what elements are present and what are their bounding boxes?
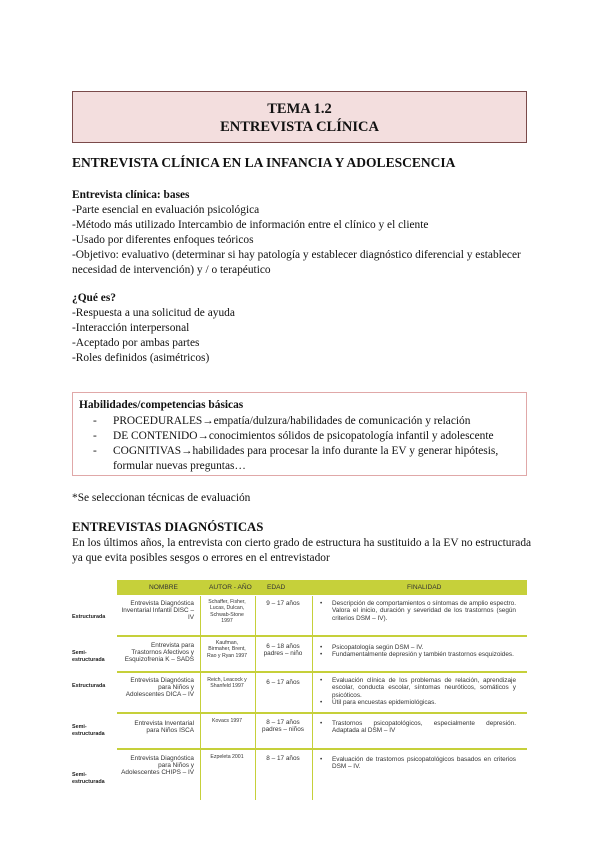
table-row xyxy=(72,750,527,800)
topic-name: ENTREVISTA CLÍNICA xyxy=(220,119,379,135)
row-goal xyxy=(320,600,516,622)
goal-bullet: • Fundamentalmente depresión y también trastornos esquizoides. xyxy=(320,651,516,658)
que-es-item: -Roles definidos (asimétricos) xyxy=(72,352,210,364)
table-row xyxy=(72,637,527,673)
column-divider xyxy=(200,637,201,673)
main-heading: ENTREVISTA CLÍNICA EN LA INFANCIA Y ADOLESCENCIA xyxy=(72,155,456,170)
que-es-item: -Interacción interpersonal xyxy=(72,322,190,334)
row-age: 8 – 17 años padres – niños xyxy=(262,719,304,733)
goal-bullet: • Evaluación de trastornos psicopatológicos basados en criterios DSM – IV. xyxy=(320,756,516,771)
column-divider xyxy=(312,673,313,714)
que-es-item: -Respuesta a una solicitud de ayuda xyxy=(72,307,235,319)
table-row xyxy=(72,596,527,637)
row-goal xyxy=(320,677,516,706)
skills-item xyxy=(79,444,518,474)
dash-marker: - xyxy=(93,415,97,427)
bases-item: -Objetivo: evaluativo (determinar si hay patología y establecer diagnóstico diferencial y establecer necesidad de intervención) y / o terapéutico xyxy=(72,249,521,276)
row-age: 8 – 17 años xyxy=(266,755,300,762)
table-header xyxy=(117,580,527,595)
row-name: Entrevista Inventarial para Niños ISCA xyxy=(134,720,194,735)
table-row xyxy=(72,714,527,750)
row-author: Schaffer, Fisher, Lucas, Dulcan, Schwab-Stone 1997 xyxy=(208,599,246,625)
skills-item-text: COGNITIVAS→habilidades para procesar la info durante la EV y generar hipótesis, formular nuevas preguntas… xyxy=(113,445,499,472)
row-type: Semi-estructurada xyxy=(72,724,105,737)
que-es-section xyxy=(72,291,532,366)
row-type: Semi-estructurada xyxy=(72,650,105,663)
evaluation-note: *Se seleccionan técnicas de evaluación xyxy=(72,492,251,504)
row-name: Entrevista Diagnóstica Inventarial Infantil DISC – IV xyxy=(121,600,194,622)
row-author: Kovacs 1997 xyxy=(212,718,242,724)
header-name: NOMBRE xyxy=(149,584,178,591)
diagnostic-heading: ENTREVISTAS DIAGNÓSTICAS xyxy=(72,520,264,534)
que-es-heading: ¿Qué es? xyxy=(72,292,116,304)
row-name: Entrevista para Trastornos Afectivos y Esquizofrenia K – SADS xyxy=(124,642,194,664)
row-age: 6 – 17 años xyxy=(266,679,300,686)
skills-item xyxy=(79,429,518,444)
row-author: Kaufman, Birmaher, Brent, Rao y Ryan 1997 xyxy=(206,640,248,659)
column-divider xyxy=(312,596,313,637)
skills-item-text: DE CONTENIDO→conocimientos sólidos de psicopatología infantil y adolescente xyxy=(113,430,494,442)
goal-bullet: • Útil para encuestas epidemiológicas. xyxy=(320,699,516,706)
bases-section xyxy=(72,188,532,278)
row-type: Estructurada xyxy=(72,683,106,689)
row-goal xyxy=(320,644,516,659)
column-divider xyxy=(255,596,256,637)
header-age: EDAD xyxy=(267,584,286,591)
row-type: Semi-estructurada xyxy=(72,772,105,785)
column-divider xyxy=(255,750,256,800)
column-divider xyxy=(200,596,201,637)
column-divider xyxy=(312,750,313,800)
column-divider xyxy=(200,673,201,714)
row-goal xyxy=(320,720,516,735)
dash-marker: - xyxy=(93,445,97,457)
skills-box xyxy=(72,392,527,476)
column-divider xyxy=(255,673,256,714)
goal-bullet: • Trastornos psicopatológicos, especialmente depresión. Adaptada al DSM – IV xyxy=(320,720,516,735)
goal-bullet: • Evaluación clínica de los problemas de relación, aprendizaje escolar, conducta escolar, síntomas neuróticos, somáticos y psicóticos. xyxy=(320,677,516,699)
column-divider xyxy=(200,714,201,750)
row-name: Entrevista Diagnóstica para Niños y Adolescentes CHIPS – IV xyxy=(121,755,194,777)
topic-title-box xyxy=(72,91,527,143)
column-divider xyxy=(312,714,313,750)
header-author: AUTOR - AÑO xyxy=(209,584,252,591)
row-type: Estructurada xyxy=(72,614,106,620)
row-goal xyxy=(320,756,516,771)
column-divider xyxy=(200,750,201,800)
row-age: 9 – 17 años xyxy=(266,600,300,607)
skills-item xyxy=(79,414,518,429)
bases-heading: Entrevista clínica: bases xyxy=(72,189,190,201)
dash-marker: - xyxy=(93,430,97,442)
goal-bullet: • Psicopatología según DSM – IV. xyxy=(320,644,516,651)
skills-heading: Habilidades/competencias básicas xyxy=(79,399,244,411)
skills-item-text: PROCEDURALES→empatía/dulzura/habilidades de comunicación y relación xyxy=(113,415,471,427)
table-row xyxy=(72,673,527,714)
column-divider xyxy=(255,637,256,673)
header-goal: FINALIDAD xyxy=(407,584,442,591)
skills-list xyxy=(79,414,518,474)
diagnostic-intro: En los últimos años, la entrevista con cierto grado de estructura ha sustituido a la EV no estructurada ya que evita posibles sesgos o errores en el entrevistador xyxy=(72,537,532,564)
row-age: 6 – 18 años padres – niño xyxy=(263,643,303,657)
bases-item: -Método más utilizado Intercambio de información entre el clínico y el cliente xyxy=(72,219,429,231)
row-author: Ezpeleta 2001 xyxy=(210,754,244,760)
topic-number: TEMA 1.2 xyxy=(267,101,332,117)
column-divider xyxy=(255,714,256,750)
goal-bullet: • Descripción de comportamientos o síntomas de amplio espectro. Valora el inicio, duración y severidad de los trastornos (según criterios DSM – IV). xyxy=(320,600,516,622)
column-divider xyxy=(312,637,313,673)
bases-item: -Usado por diferentes enfoques teóricos xyxy=(72,234,254,246)
bases-item: -Parte esencial en evaluación psicológica xyxy=(72,204,260,216)
row-author: Reich, Leacock y Shanfeld 1997 xyxy=(207,677,247,690)
row-name: Entrevista Diagnóstica para Niños y Adolescentes DICA – IV xyxy=(125,677,194,699)
que-es-item: -Aceptado por ambas partes xyxy=(72,337,200,349)
